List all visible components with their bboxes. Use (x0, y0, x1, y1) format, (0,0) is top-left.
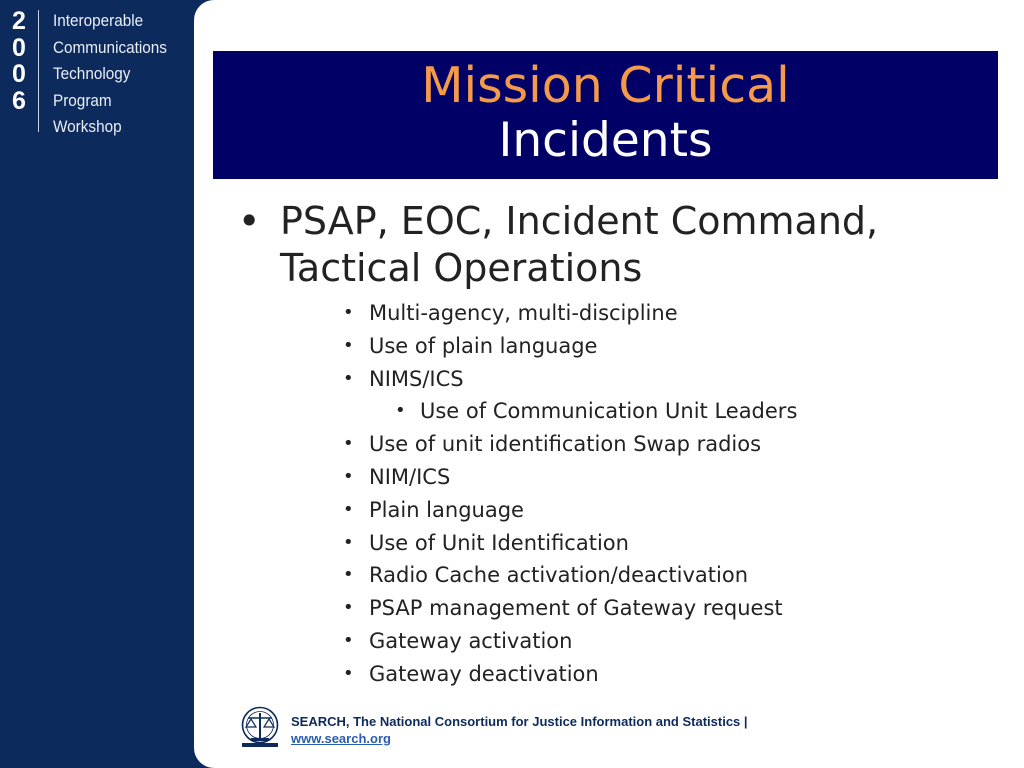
bullet-icon: • (343, 498, 354, 520)
program-line: Communications (53, 37, 167, 57)
list-item (238, 494, 1024, 527)
slide-card (194, 0, 1024, 768)
list-item (238, 625, 1024, 658)
footer-org: SEARCH, The National Consortium for Justice Information and Statistics | (291, 714, 748, 729)
list-item (238, 592, 1024, 625)
list-item (238, 461, 1024, 494)
list-item (238, 395, 1024, 428)
list-item (238, 559, 1024, 592)
bullet-icon: • (343, 433, 354, 455)
bullet-icon: • (238, 199, 261, 243)
list-item-text: Plain language (369, 497, 524, 522)
year-digit: 2 (12, 7, 26, 35)
list-item (238, 330, 1024, 363)
footer-link[interactable]: www.search.org (291, 731, 391, 746)
list-item-text: NIMS/ICS (369, 366, 464, 391)
bullet-list (238, 198, 1024, 691)
list-item-text: Use of unit identification Swap radios (369, 432, 762, 457)
program-line: Interoperable (53, 11, 144, 30)
sidebar (0, 0, 200, 768)
list-item (238, 297, 1024, 330)
list-item-text: Use of Communication Unit Leaders (420, 399, 798, 424)
bullet-icon: • (343, 629, 354, 651)
list-item-text: Use of Unit Identification (369, 530, 629, 555)
list-item (238, 527, 1024, 560)
sub-bullet-list (238, 297, 1024, 691)
year-digit: 0 (12, 33, 26, 62)
list-item (238, 658, 1024, 691)
list-item (238, 363, 1024, 396)
slide-subtitle: Incidents (498, 113, 713, 168)
list-item-text: Use of plain language (369, 333, 598, 358)
program-line: Program (53, 90, 112, 110)
slide-title: Mission Critical (421, 57, 790, 114)
main-bullet-text: PSAP, EOC, Incident Command, Tactical Operations (280, 199, 879, 290)
main-bullet (238, 198, 1024, 292)
bullet-icon: • (343, 465, 354, 487)
divider-line (38, 10, 39, 132)
bullet-icon: • (343, 367, 354, 389)
bullet-icon: • (343, 662, 354, 684)
footer-text (291, 713, 748, 747)
title-banner (213, 51, 998, 179)
bullet-icon: • (343, 334, 354, 356)
bullet-icon: • (343, 302, 354, 323)
list-item-text: Multi-agency, multi-discipline (369, 301, 678, 325)
year-digit: 0 (12, 60, 26, 88)
list-item (238, 428, 1024, 461)
bullet-icon: • (343, 564, 354, 586)
bullet-icon: • (343, 531, 354, 553)
program-line: Workshop (53, 117, 122, 136)
search-scales-logo-icon (240, 705, 280, 749)
program-line: Technology (53, 64, 131, 83)
list-item-text: NIM/ICS (369, 464, 451, 489)
bullet-icon: • (343, 597, 354, 619)
list-item-text: Gateway activation (369, 628, 573, 653)
workshop-year (8, 8, 30, 114)
list-item-text: Radio Cache activation/deactivation (369, 563, 749, 588)
list-item-text: Gateway deactivation (369, 661, 599, 686)
bullet-icon: • (395, 400, 406, 422)
year-digit: 6 (12, 86, 26, 115)
program-name (53, 8, 180, 141)
list-item-text: PSAP management of Gateway request (369, 596, 783, 621)
